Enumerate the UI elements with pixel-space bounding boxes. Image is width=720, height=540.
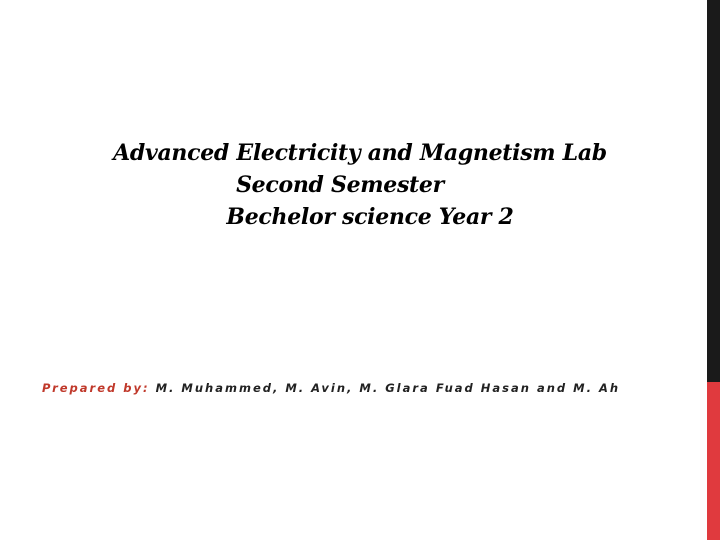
accent-bar-red-segment bbox=[707, 382, 720, 540]
title-line-course: Advanced Electricity and Magnetism Lab bbox=[113, 140, 607, 166]
title-line-semester: Second Semester bbox=[236, 172, 444, 198]
accent-bar-dark-segment bbox=[707, 0, 720, 382]
prepared-by-line bbox=[42, 381, 620, 395]
accent-bar bbox=[707, 0, 720, 540]
prepared-by-label: Prepared by: bbox=[42, 381, 150, 395]
authors-list: M. Muhammed, M. Avin, M. Glara Fuad Hasan and M. Ah bbox=[149, 381, 621, 395]
slide-title bbox=[60, 137, 660, 233]
title-line-year: Bechelor science Year 2 bbox=[226, 204, 514, 230]
